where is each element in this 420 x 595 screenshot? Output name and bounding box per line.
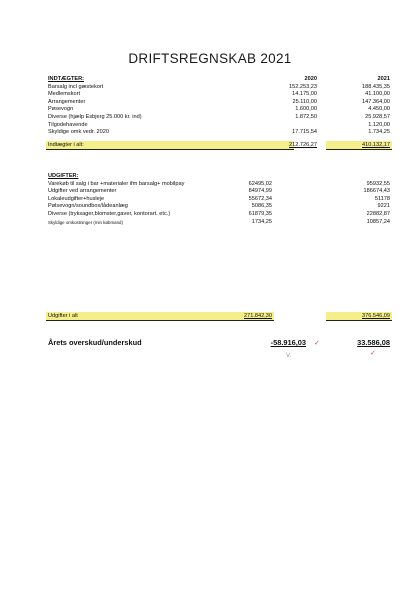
income-label: Medlemskort	[48, 91, 81, 98]
expense-value-2020: 62495,02	[248, 180, 272, 187]
expense-row	[46, 188, 392, 196]
income-row	[46, 99, 392, 107]
report-title: DRIFTSREGNSKAB 2021	[128, 51, 292, 66]
pencil-mark: V.	[286, 352, 292, 359]
income-value-2021: 188.435,35	[362, 83, 390, 90]
income-value-2021: 147.364,00	[362, 98, 390, 105]
expenses-heading: UDGIFTER:	[48, 173, 79, 179]
income-total	[46, 142, 392, 150]
year-2020-header: 2020	[304, 76, 317, 82]
expense-value-2020: 5086,35	[251, 203, 272, 210]
income-row	[46, 106, 392, 114]
expense-value-2021: 51178	[374, 195, 390, 202]
income-value-2020: 152.253,23	[289, 83, 317, 90]
income-value-2020: 1.872,50	[295, 113, 317, 120]
expense-label: Varekøb til salg i bar +materialer ifm barsalg+ mobilpay	[48, 180, 185, 187]
income-total-2020: 212.726,27	[289, 141, 317, 148]
expenses-total-label: Udgifter i alt	[48, 312, 78, 319]
expenses-header-row	[46, 173, 392, 181]
income-value-2021: 41.100,00	[365, 91, 390, 98]
income-row	[46, 84, 392, 92]
expense-label: Pølsevogn/soundbox/lådeanlæg	[48, 203, 128, 210]
income-value-2021: 25.928,57	[365, 113, 390, 120]
income-label: Tilgodehavende	[48, 121, 88, 128]
income-label: Arrangementer	[48, 98, 86, 105]
income-value-2021: 1.120,00	[368, 121, 390, 128]
income-value-2020: 25.110,00	[292, 98, 317, 105]
income-header-row	[46, 76, 392, 84]
expense-row	[46, 181, 392, 189]
income-total-row	[46, 142, 392, 150]
expense-row	[46, 203, 392, 211]
income-row	[46, 129, 392, 137]
expense-label: Lokaleudgifter+husleje	[48, 195, 105, 202]
income-row	[46, 91, 392, 99]
income-section	[46, 76, 392, 137]
checkmark-2020: ✓	[314, 339, 320, 347]
income-value-2020: 1.600,00	[295, 106, 317, 113]
expense-value-2021: 22882,87	[366, 210, 390, 217]
income-value-2021: 4.450,00	[368, 106, 390, 113]
expense-value-2020: 61879,35	[248, 210, 272, 217]
expense-label: Udgifter ved arrangementer	[48, 188, 117, 195]
expense-label: Diverse (tryksager,blomster,gaver, kontorart. etc.)	[48, 210, 171, 217]
expense-label: Skyldige omkostninger (min købmand)	[48, 219, 123, 225]
income-label: Skyldige omk vedr. 2020	[48, 129, 109, 136]
income-total-label: Indtægter i alt:	[48, 141, 84, 148]
income-row	[46, 122, 392, 130]
income-label: Pøsevogn	[48, 106, 74, 113]
expenses-total-2020: 271.842,30	[244, 312, 272, 319]
income-label: Diverse (hjælp Esbjerg 25.000 kr. ind)	[48, 113, 142, 120]
expense-value-2020: 84974,99	[248, 188, 272, 195]
expense-row	[46, 219, 392, 227]
expenses-total-2021: 376.546,09	[362, 312, 390, 319]
expenses-section	[46, 173, 392, 226]
income-total-2021: 410.132,17	[362, 141, 390, 148]
expenses-total-row	[46, 313, 392, 321]
expense-value-2021: 10857,24	[366, 218, 390, 225]
expense-value-2020: 55672,34	[248, 195, 272, 202]
income-row	[46, 114, 392, 122]
expenses-total	[46, 313, 392, 321]
expense-value-2021: 95932,55	[366, 180, 390, 187]
income-value-2020: 17.715,54	[292, 129, 317, 136]
result-2021: 33.586,08	[357, 338, 390, 347]
income-value-2020: 14.175,00	[292, 91, 317, 98]
result-row	[46, 337, 392, 349]
income-label: Barsalg incl gæstekort	[48, 83, 104, 90]
expense-value-2021: 9221	[377, 203, 390, 210]
income-heading: INDTÆGTER:	[48, 76, 85, 82]
expense-value-2020: 1734,25	[251, 218, 272, 225]
income-value-2021: 1.734,25	[368, 129, 390, 136]
expense-value-2021: 186674,43	[363, 188, 390, 195]
expense-row	[46, 211, 392, 219]
year-2021-header: 2021	[377, 76, 390, 82]
checkmark-2021: ✓	[370, 349, 376, 357]
result-2020: -58.916,03	[270, 338, 306, 347]
result-label: Årets overskud/underskud	[48, 338, 142, 347]
